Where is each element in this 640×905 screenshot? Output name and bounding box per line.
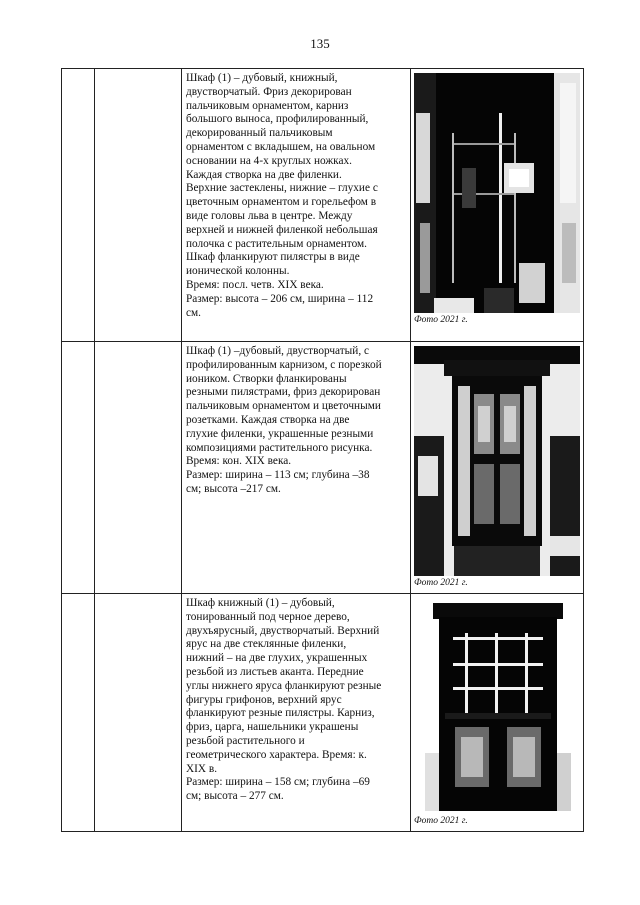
description-line: Шкаф фланкируют пилястры в виде <box>186 251 360 264</box>
description-cell <box>182 342 411 594</box>
cabinet-photo <box>414 346 580 576</box>
description-line: орнаментом с вкладышем, на овальном <box>186 140 376 153</box>
name-cell <box>95 594 182 832</box>
description-line: Шкаф книжный (1) – дубовый, <box>186 597 335 609</box>
photo-caption: Фото 2021 г. <box>414 816 468 826</box>
description-line: иоником. Створки фланкированы <box>186 372 347 385</box>
photo-cell <box>411 342 584 594</box>
description-line: тонированный под черное дерево, <box>186 610 350 623</box>
description-line: углы нижнего яруса фланкируют резные <box>186 679 382 692</box>
number-cell <box>62 594 95 832</box>
description-line: XIX в. <box>186 762 218 775</box>
description-line: пальчиковым орнаментом и цветочными <box>186 400 381 413</box>
description-line: основании на 4-х круглых ножках. <box>186 154 352 167</box>
photo-caption: Фото 2021 г. <box>414 315 468 325</box>
description-line: полочка с растительным орнаментом. <box>186 237 367 250</box>
photo-cell <box>411 594 584 832</box>
table-row <box>62 69 584 342</box>
description-line: фланкируют резные пилястры. Карниз, <box>186 707 375 720</box>
description-line: Размер: ширина – 113 см; глубина –38 <box>186 469 370 482</box>
description-line: Размер: высота – 206 см, ширина – 112 <box>186 292 374 305</box>
description-line: Шкаф (1) – дубовый, книжный, <box>186 72 338 84</box>
photo-cell <box>411 69 584 342</box>
number-cell <box>62 69 95 342</box>
description-line: фриз, царга, нашельники украшены <box>186 721 359 734</box>
description-line: нижний – на две глухих, украшенных <box>186 652 368 665</box>
description-line: Время: посл. четв. XIX века. <box>186 278 324 291</box>
description-line: Шкаф (1) –дубовый, двустворчатый, с <box>186 345 369 357</box>
description-line: ионической колонны. <box>186 265 290 278</box>
description-line: большого выноса, профилированный, <box>186 113 369 126</box>
description-line: резьбой растительного и <box>186 734 305 747</box>
cabinet-photo <box>425 603 571 811</box>
description-line: ярус на две стеклянные филенки, <box>186 638 347 651</box>
description-line: виде головы льва в центре. Между <box>186 209 353 222</box>
description-line: декорированный пальчиковым <box>186 127 333 140</box>
description-line: пальчиковым орнаментом, карниз <box>186 99 349 112</box>
description-line: Каждая створка на две филенки. <box>186 168 342 181</box>
description-line: фигуры грифонов, верхний ярус <box>186 693 342 706</box>
description-line: профилированным карнизом, с порезкой <box>186 358 382 371</box>
description-line: см; высота –217 см. <box>186 482 281 495</box>
description-line: композициями растительного рисунка. <box>186 441 373 454</box>
catalog-table <box>61 68 584 832</box>
photo-caption: Фото 2021 г. <box>414 578 468 588</box>
table-row <box>62 594 584 832</box>
description-line: Размер: ширина – 158 см; глубина –69 <box>186 776 370 789</box>
page-number: 135 <box>310 36 330 51</box>
description-line: глухие филенки, украшенные резными <box>186 427 374 440</box>
description-line: см; высота – 277 см. <box>186 790 284 803</box>
cabinet-photo <box>414 73 580 313</box>
description-line: Время: кон. XIX века. <box>186 455 292 468</box>
description-cell <box>182 69 411 342</box>
description-line: цветочным орнаментом и горельефом в <box>186 196 377 209</box>
description-line: розетками. Каждая створка на две <box>186 413 350 426</box>
description-line: резными пилястрами, фриз декорирован <box>186 386 381 399</box>
description-line: двухъярусный, двустворчатый. Верхний <box>186 624 380 637</box>
description-line: двустворчатый. Фриз декорирован <box>186 85 352 98</box>
description-line: геометрического характера. Время: к. <box>186 748 367 761</box>
description-line: см. <box>186 306 201 319</box>
name-cell <box>95 69 182 342</box>
number-cell <box>62 342 95 594</box>
name-cell <box>95 342 182 594</box>
description-line: резьбой из листьев аканта. Передние <box>186 665 364 678</box>
description-line: Верхние застеклены, нижние – глухие с <box>186 182 378 195</box>
description-line: верхней и нижней филенкой небольшая <box>186 223 378 236</box>
description-cell <box>182 594 411 832</box>
table-row <box>62 342 584 594</box>
